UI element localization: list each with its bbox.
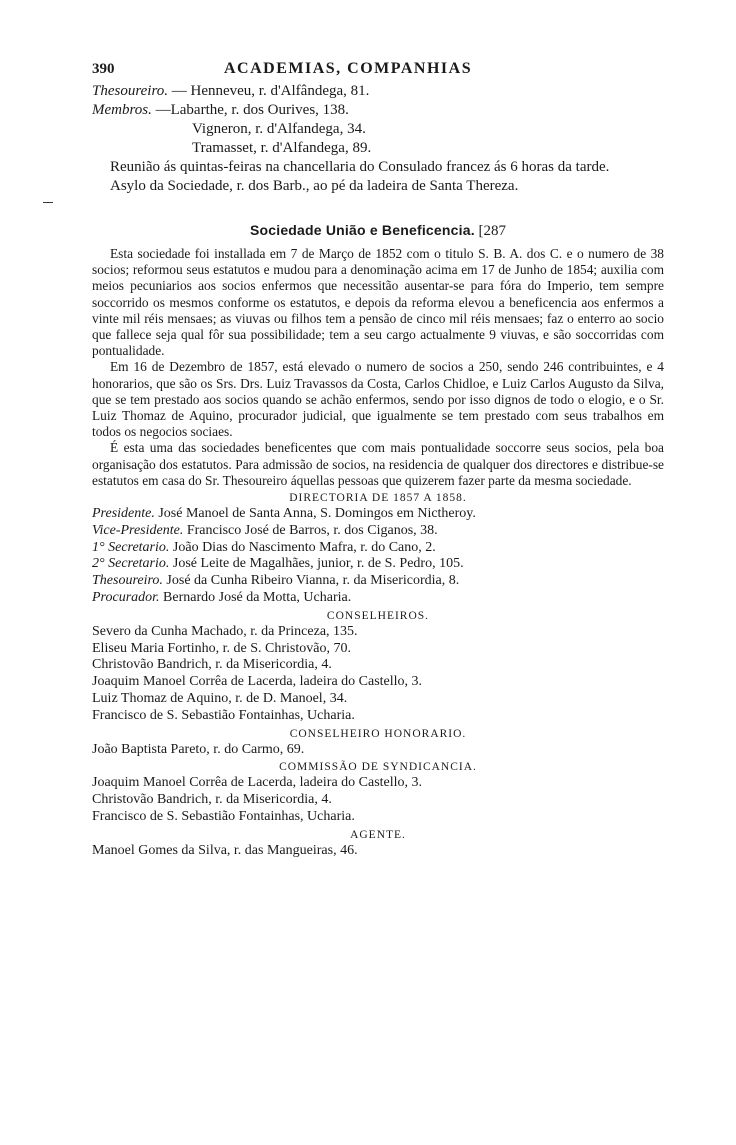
inquiry-heading: COMMISSÃO DE SYNDICANCIA. <box>279 761 477 774</box>
society-title <box>92 222 664 240</box>
directory-role: Procurador. <box>92 590 160 606</box>
directory-heading: DIRECTORIA DE 1857 A 1858. <box>289 492 467 505</box>
directory-entry <box>92 556 664 573</box>
directory-entry <box>92 540 664 557</box>
directory-text: Francisco José de Barros, r. dos Ciganos, 38. <box>183 522 438 538</box>
directory-text: Bernardo José da Motta, Ucharia. <box>159 590 352 606</box>
page-header <box>92 60 664 82</box>
council-entry: Joaquim Manoel Corrêa de Lacerda, ladeira do Castello, 3. <box>92 674 423 690</box>
council-heading: CONSELHEIROS. <box>326 609 430 622</box>
inquiry-entry: Christovão Bandrich, r. da Misericordia, 4. <box>92 792 332 808</box>
society-paragraph: É esta uma das sociedades beneficentes que com mais pontualidade soccorre seus socios, pela boa organisação dos estatutos. Para admissão de socios, na residencia de qualquer dos directores e distribue-se estatutos em casa do Sr. Thesoureiro áquellas pessoas que quizerem fazer parte da mesma sociedade. <box>92 440 664 488</box>
page <box>92 60 664 860</box>
margin-dash <box>43 202 53 203</box>
directory-text: José da Cunha Ribeiro Vianna, r. da Misericordia, 8. <box>162 573 460 589</box>
council-entry: Francisco de S. Sebastião Fontainhas, Ucharia. <box>92 707 355 723</box>
directory-entry <box>92 590 664 607</box>
directory-text: João Dias do Nascimento Mafra, r. do Cano, 2. <box>169 539 436 555</box>
directory-role: 1° Secretario. <box>92 539 170 555</box>
directory-role: 2° Secretario. <box>92 556 170 572</box>
council-entry: Severo da Cunha Machado, r. da Princeza, 135. <box>92 623 358 639</box>
society-ref: [287 <box>478 223 507 239</box>
directory-text: José Manoel de Santa Anna, S. Domingos em Nictheroy. <box>154 506 476 522</box>
directory-role: Thesoureiro. <box>92 573 163 589</box>
directory-entry <box>92 523 664 540</box>
society-title-text: Sociedade União e Beneficencia. <box>249 222 475 238</box>
page-number: 390 <box>92 61 115 77</box>
inquiry-entry: Joaquim Manoel Corrêa de Lacerda, ladeira do Castello, 3. <box>92 775 423 791</box>
directory-entry <box>92 573 664 590</box>
directory-text: José Leite de Magalhães, junior, r. de S. Pedro, 105. <box>169 556 464 572</box>
honorary-entry: João Baptista Pareto, r. do Carmo, 69. <box>92 741 305 757</box>
member-entry: Tramasset, r. d'Alfandega, 89. <box>192 140 372 156</box>
directory-entry <box>92 506 664 523</box>
treasurer-line <box>92 82 664 101</box>
society-paragraph: Em 16 de Dezembro de 1857, está elevado o numero de socios a 250, sendo 246 contribuintes, e 4 honorarios, que são os Srs. Drs. Luiz Travassos da Costa, Carlos Chidloe, e Luiz Carlos Augusto da Silva, que se tem prestado aos socios quando se achão enfermos, sendo por isso dignos de todo o elogio, e o Sr. Luiz Thomaz de Aquino, procurador judicial, que igualmente se tem prestado com seus trabalhos em todos os negocios sociaes. <box>92 359 664 440</box>
members-line <box>92 101 664 120</box>
council-entry: Eliseu Maria Fortinho, r. de S. Christovão, 70. <box>92 640 351 656</box>
society-paragraph: Esta sociedade foi installada em 7 de Março de 1852 com o titulo S. B. A. dos C. e o numero de 38 socios; reformou seus estatutos e mudou para a denominação acima em 17 de Junho de 1854; auxilia com meios pecuniarios aos socios enfermos que necessitão ausentar-se para fóra do Imperio, tem sempre soccorrido os mesmos conforme os estatutos, e depois da reforma elevou a beneficencia aos enfermos a vinte mil réis mensaes; as viuvas ou filhos tem a pensão de cinco mil réis mensaes; faz o enterro ao socio que fallece seja qual fôr sua possibilidade; tem a seu cargo actualmente 9 viuvas, e são soccorridas com pontualidade. <box>92 246 664 359</box>
running-head: ACADEMIAS, COMPANHIAS <box>224 60 473 77</box>
inquiry-entry: Francisco de S. Sebastião Fontainhas, Ucharia. <box>92 809 355 824</box>
directory-role: Vice-Presidente. <box>92 522 184 538</box>
agent-heading: AGENTE. <box>350 828 406 841</box>
members-role: Membros. <box>92 102 152 118</box>
treasurer-text: — Henneveu, r. d'Alfândega, 81. <box>167 83 370 99</box>
meeting-note: Reunião ás quintas-feiras na chancellaria do Consulado francez ás 6 horas da tarde. <box>110 159 610 175</box>
directory-role: Presidente. <box>92 506 155 522</box>
member-entry: Vigneron, r. d'Alfandega, 34. <box>192 121 366 137</box>
council-entry: Christovão Bandrich, r. da Misericordia, 4. <box>92 657 332 673</box>
council-entry: Luiz Thomaz de Aquino, r. de D. Manoel, 34. <box>92 691 348 707</box>
member-entry: —Labarthe, r. dos Ourives, 138. <box>155 102 349 118</box>
treasurer-role: Thesoureiro. <box>92 83 168 99</box>
honorary-heading: CONSELHEIRO HONORARIO. <box>289 727 467 740</box>
agent-entry: Manoel Gomes da Silva, r. das Mangueiras, 46. <box>92 842 358 858</box>
asylum-note: Asylo da Sociedade, r. dos Barb., ao pé da ladeira de Santa Thereza. <box>110 178 519 194</box>
